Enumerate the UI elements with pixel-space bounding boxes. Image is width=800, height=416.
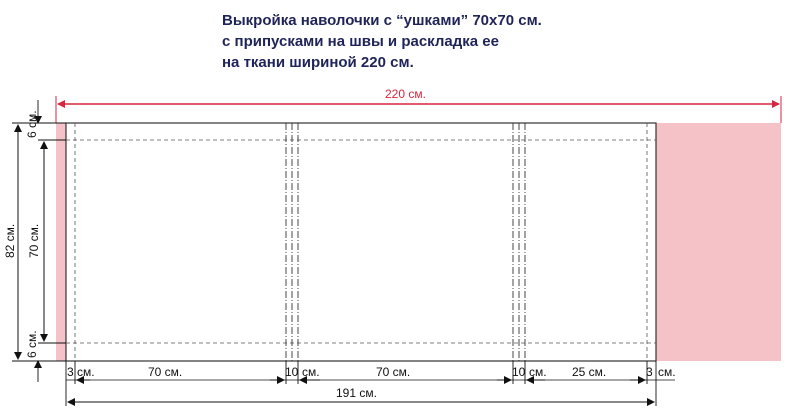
fabric-strip-left bbox=[56, 123, 66, 361]
seg-70cm-second-label: 70 см. bbox=[376, 365, 411, 379]
seg-3cm-left-label: 3 см. bbox=[67, 365, 95, 379]
total-height-label: 82 см. bbox=[3, 223, 17, 258]
title-line-1: Выкройка наволочки с “ушками” 70х70 см. bbox=[222, 12, 542, 29]
bottom-allowance-label: 6 см. bbox=[25, 330, 39, 358]
seg-25cm-label: 25 см. bbox=[572, 365, 607, 379]
seg-10-first-label: 10 bbox=[285, 365, 299, 379]
pattern-outline bbox=[66, 123, 656, 361]
seg-3-right-unit: см. bbox=[658, 365, 676, 379]
pattern-length-label: 191 см. bbox=[336, 386, 377, 400]
seg-70cm-first-label: 70 см. bbox=[148, 365, 183, 379]
fabric-width-label: 220 см. bbox=[385, 87, 426, 101]
fabric-remainder bbox=[656, 123, 781, 361]
inner-height-label: 70 см. bbox=[27, 223, 41, 258]
seg-10-second-unit: см. bbox=[529, 365, 547, 379]
seg-10-first-unit: см. bbox=[302, 365, 320, 379]
seg-3-right-label: 3 bbox=[646, 365, 653, 379]
top-allowance-label: 6 см. bbox=[25, 110, 39, 138]
title-line-3: на ткани шириной 220 см. bbox=[222, 54, 414, 71]
title-line-2: с припусками на швы и раскладка ее bbox=[222, 33, 499, 50]
seg-10-second-label: 10 bbox=[512, 365, 526, 379]
